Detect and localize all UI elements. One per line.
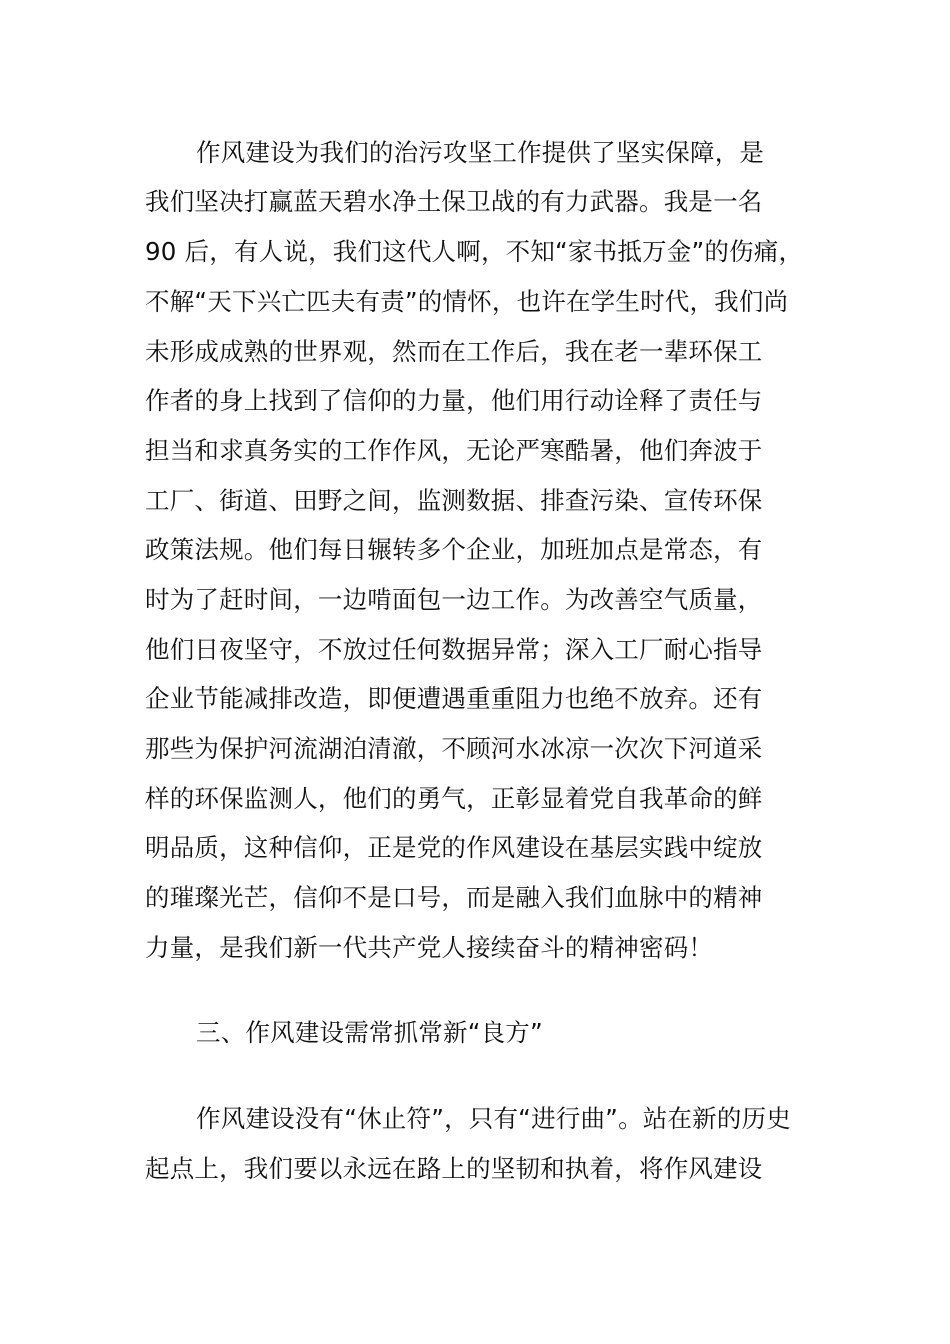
text-line: 不解“天下兴亡匹夫有责”的情怀，也许在学生时代，我们尚 <box>145 287 789 316</box>
text-line: 作风建设为我们的治污攻坚工作提供了坚实保障，是 <box>196 138 765 167</box>
text-line: 时为了赶时间，一边啃面包一边工作。为改善空气质量， <box>145 585 763 614</box>
text-line: 的璀璨光芒，信仰不是口号，而是融入我们血脉中的精神 <box>145 883 763 912</box>
text-line: 作风建设没有“休止符”，只有“进行曲”。站在新的历史 <box>196 1104 791 1133</box>
text-line: 未形成成熟的世界观，然而在工作后，我在老一辈环保工 <box>145 337 763 366</box>
section-heading: 三、作风建设需常抓常新“良方” <box>196 1018 543 1047</box>
text-line: 起点上，我们要以永远在路上的坚韧和执着，将作风建设 <box>145 1154 763 1183</box>
text-line: 作者的身上找到了信仰的力量，他们用行动诠释了责任与 <box>145 386 763 415</box>
text-line: 那些为保护河流湖泊清澈，不顾河水冰凉一次次下河道采 <box>145 734 763 763</box>
text-line: 他们日夜坚守，不放过任何数据异常；深入工厂耐心指导 <box>145 635 763 664</box>
text-line: 力量，是我们新一代共产党人接续奋斗的精神密码！ <box>145 933 714 962</box>
text-line: 工厂、街道、田野之间，监测数据、排查污染、宣传环保 <box>145 486 763 515</box>
text-line: 明品质，这种信仰，正是党的作风建设在基层实践中绽放 <box>145 833 763 862</box>
text-line: 我们坚决打赢蓝天碧水净土保卫战的有力武器。我是一名 <box>145 187 763 216</box>
text-line: 样的环保监测人，他们的勇气，正彰显着党自我革命的鲜 <box>145 784 763 813</box>
text-line: 企业节能减排改造，即便遭遇重重阻力也绝不放弃。还有 <box>145 684 763 713</box>
text-line: 政策法规。他们每日辗转多个企业，加班加点是常态，有 <box>145 535 763 564</box>
text-line: 90 后，有人说，我们这代人啊，不知“家书抵万金”的伤痛， <box>145 237 804 266</box>
text-line: 担当和求真务实的工作作风，无论严寒酷暑，他们奔波于 <box>145 436 763 465</box>
